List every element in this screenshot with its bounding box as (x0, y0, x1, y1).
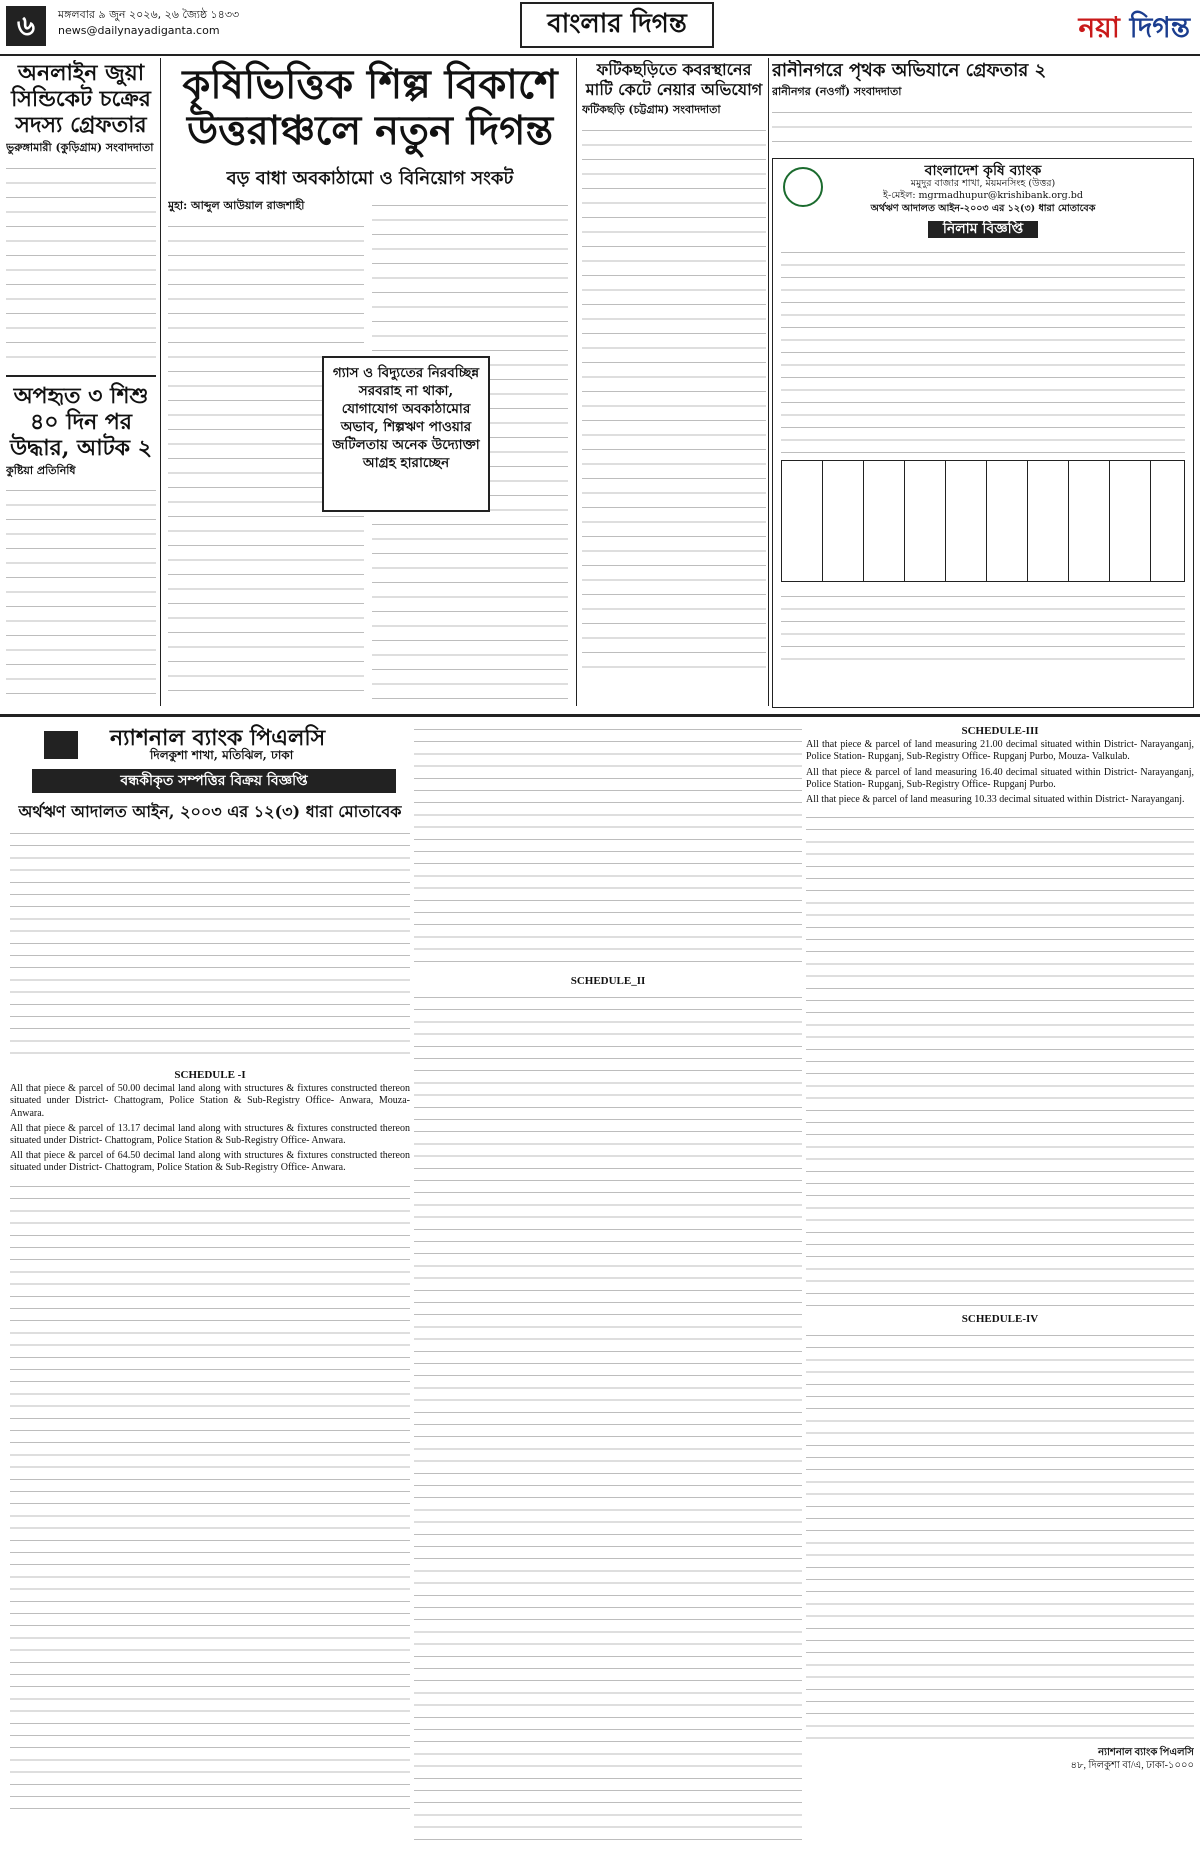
left1-body (6, 159, 156, 369)
krishi-table (781, 460, 1185, 582)
sched3-item: All that piece & parcel of land measuring 21.00 decimal situated within District- Narayanganj, Police Station- Rupganj, Sub-Registry Office- Rupganj Purbo, Mouza- Valkulab. (806, 739, 1194, 763)
right2-body (772, 103, 1192, 155)
nbl-col1 (10, 825, 410, 1865)
main-byline: মুহা: আব্দুল আউয়াল রাজশাহী (168, 199, 305, 212)
nbl-branch: দিলকুশা শাখা, মতিঝিল, ঢাকা (150, 748, 294, 762)
krishi-bank-name: বাংলাদেশ কৃষি ব্যাংক (924, 163, 1042, 179)
schedule-4-title: SCHEDULE-IV (961, 1313, 1039, 1326)
nbl-terms (10, 825, 410, 1065)
right2-column (772, 60, 1192, 154)
page-number: ৬ (6, 6, 46, 46)
sched3-more (806, 809, 1194, 1309)
nbl-col2 (414, 721, 802, 1865)
main-subhead: বড় বাধা অবকাঠামো ও বিনিয়োগ সংকট (226, 168, 514, 189)
left2-byline: কুষ্টিয়া প্রতিনিধি (6, 463, 76, 477)
logo (980, 6, 1190, 46)
sched3-item: All that piece & parcel of land measuring 16.40 decimal situated within District- Narayanganj, Police Station- Rupganj, Sub-Registry Office- Rupganj Purbo. (806, 766, 1194, 790)
sched1-item: All that piece & parcel of 50.00 decimal land along with structures & fixtures constructed thereon situated under District- Chattogram, Police Station & Sub-Registry Office- Anwara, Mouza- Anwara. (10, 1083, 410, 1119)
schedule-3-title: SCHEDULE-III (961, 725, 1039, 737)
right1-column (582, 60, 766, 706)
nbl-footer-name: ন্যাশনাল ব্যাংক পিএলসি (1098, 1747, 1194, 1759)
krishi-law: অর্থঋণ আদালত আইন-২০০৩ এর ১২(৩) ধারা মোতাবেক (870, 202, 1096, 214)
right1-headline: ফটিকছড়িতে কবরস্থানের মাটি কেটে নেয়ার অভিযোগ (585, 60, 763, 99)
left-column (6, 60, 156, 700)
sched1-more (10, 1178, 410, 1818)
schedule-2-title: SCHEDULE_II (570, 975, 646, 987)
right1-byline: ফটিকছড়ি (চট্টগ্রাম) সংবাদদাতা (582, 103, 721, 116)
page-header (0, 0, 1200, 56)
divider (6, 375, 156, 377)
krishi-branch: মমুদুর বাজার শাখা, ময়মনসিংহ (উত্তর) (910, 177, 1056, 189)
right1-body (582, 121, 766, 681)
left1-headline: অনলাইন জুয়া সিন্ডিকেট চক্রের সদস্য গ্রেফতার (11, 60, 151, 138)
logo-part1: নয়া (1078, 11, 1120, 44)
sched4-body (806, 1327, 1194, 1747)
krishi-footer (781, 588, 1185, 668)
pull-quote: গ্যাস ও বিদ্যুতের নিরবচ্ছিন্ন সরবরাহ না থাকা, যোগাযোগ অবকাঠামোর অভাব, শিল্পঋণ পাওয়ার জটিলতায় অনেক উদ্যোক্তা আগ্রহ হারাচ্ছেন (322, 356, 490, 512)
nbl-footer-address: ৪৮, দিলকুশা বা/এ, ঢাকা-১০০০ (1070, 1759, 1194, 1771)
bank-logo-icon (783, 167, 823, 207)
right2-headline: রানীনগরে পৃথক অভিযানে গ্রেফতার ২ (772, 60, 1047, 81)
sched1-item: All that piece & parcel of 64.50 decimal land along with structures & fixtures constructed thereon situated under District- Chattogram, Police Station & Sub-Registry Office- Anwara. (10, 1150, 410, 1174)
email: news@dailynayadiganta.com (58, 24, 220, 37)
main-headline: কৃষিভিত্তিক শিল্প বিকাশে উত্তরাঞ্চলে নতুন দিগন্ত (182, 61, 558, 154)
right2-byline: রানীনগর (নওগাঁ) সংবাদদাতা (772, 85, 902, 98)
krishi-email: ই-মেইল: mgrmadhupur@krishibank.org.bd (883, 190, 1083, 201)
nbl-law: অর্থঋণ আদালত আইন, ২০০৩ এর ১২(৩) ধারা মোতাবেক (18, 802, 402, 821)
nbl-col2-body (414, 721, 802, 971)
left2-body (6, 481, 156, 700)
nbl-col3 (806, 721, 1194, 1865)
schedule-1-title: SCHEDULE -I (174, 1069, 246, 1081)
nbl-title: বন্ধকীকৃত সম্পত্তির বিক্রয় বিজ্ঞপ্তি (32, 769, 396, 793)
logo-part2: দিগন্ত (1129, 11, 1190, 44)
column-rule (576, 58, 577, 706)
nbl-ad (0, 714, 1200, 1871)
krishi-bank-ad (772, 158, 1194, 708)
sched3-item: All that piece & parcel of land measuring 10.33 decimal situated within District- Narayanganj. (806, 794, 1185, 806)
sched1-item: All that piece & parcel of 13.17 decimal land along with structures & fixtures constructed thereon situated under District- Chattogram, Police Station & Sub-Registry Office- Anwara. (10, 1122, 410, 1147)
krishi-body (781, 244, 1185, 454)
dateline: মঙ্গলবার ৯ জুন ২০২৬, ২৬ জ্যৈষ্ঠ ১৪৩৩ (58, 8, 240, 21)
column-rule (768, 58, 769, 706)
krishi-title: নিলাম বিজ্ঞপ্তি (928, 221, 1038, 238)
left1-byline: ভুরুঙ্গামারী (কুড়িগ্রাম) সংবাদদাতা (6, 141, 154, 154)
nbl-logo-icon (44, 731, 78, 759)
section-title: বাংলার দিগন্ত (520, 2, 714, 48)
column-rule (160, 58, 161, 706)
left2-headline: অপহৃত ৩ শিশু ৪০ দিন পর উদ্ধার, আটক ২ (9, 382, 153, 461)
sched2-body (414, 989, 802, 1849)
nbl-name: ন্যাশনাল ব্যাংক পিএলসি (110, 725, 326, 751)
